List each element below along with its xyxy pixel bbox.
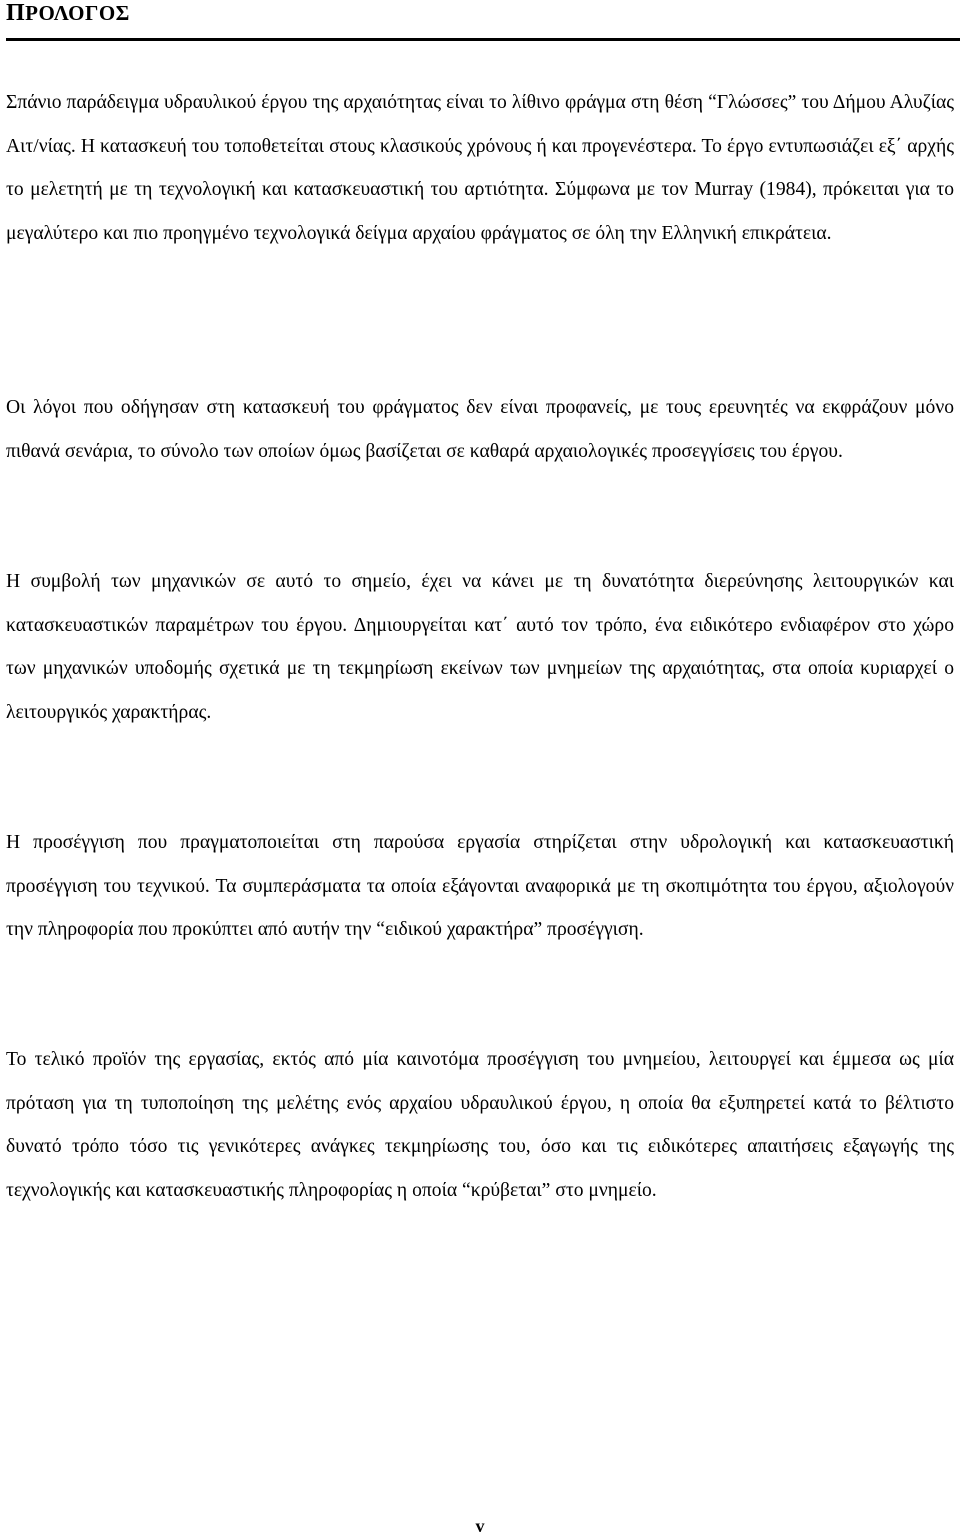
paragraph-approach: Η προσέγγιση που πραγματοποιείται στη παρούσα εργασία στηρίζεται στην υδρολογική και κατασκευαστική προσέγγιση του τεχνικού. Τα συμπεράσματα τα οποία εξάγονται αναφορικά με τη σκοπιμότητα του έργου, αξιολογούν την πληροφορία που προκύπτει από αυτήν την “ειδικού χαρακτήρα” προσέγγιση. [6, 832, 954, 941]
title-rule [6, 38, 960, 41]
paragraph-final-product: Το τελικό προϊόν της εργασίας, εκτός από μία καινοτόμα προσέγγιση του μνημείου, λειτουργεί και έμμεσα ως μία πρόταση για τη τυποποίηση της μελέτης ενός αρχαίου υδραυλικού έργου, η οποία θα εξυπηρετεί κατά το βέλτιστο δυνατό τρόπο τόσο τις γενικότερες ανάγκες τεκμηρίωσης του, όσο και τις ειδικότερες απαιτήσεις εξαγωγής της τεχνολογικής και κατασκευαστικής πληροφορίας η οποία “κρύβεται” στο μνημείο. [6, 1049, 954, 1201]
page-title-rest: ΡΟΛΟΓΟΣ [25, 1, 130, 25]
paragraph-construction-reasons: Οι λόγοι που οδήγησαν στη κατασκευή του φράγματος δεν είναι προφανείς, με τους ερευνητές να εκφράζουν μόνο πιθανά σενάρια, το σύνολο των οποίων όμως βασίζεται σε καθαρά αρχαιολογικές προσεγγίσεις του έργου. [6, 397, 954, 462]
paragraph-engineering-contribution: Η συμβολή των μηχανικών σε αυτό το σημείο, έχει να κάνει με τη δυνατότητα διερεύνησης λειτουργικών και κατασκευαστικών παραμέτρων του έργου. Δημιουργείται κατ΄ αυτό τον τρόπο, ένα ειδικότερο ενδιαφέρον στο χώρο των μηχανικών υποδομής σχετικά με τη τεκμηρίωση εκείνων των μνημείων της αρχαιότητας, στα οποία κυριαρχεί ο λειτουργικός χαρακτήρας. [6, 571, 954, 723]
paragraph-dam-introduction: Σπάνιο παράδειγμα υδραυλικού έργου της αρχαιότητας είναι το λίθινο φράγμα στη θέση “Γλώσσες” του Δήμου Αλυζίας Αιτ/νίας. Η κατασκευή του τοποθετείται στους κλασικούς χρόνους ή και προγενέστερα. Το έργο εντυπωσιάζει εξ΄ αρχής το μελετητή με τη τεχνολογική και κατασκευαστική του αρτιότητα. Σύμφωνα με τον Murray (1984), πρόκειται για το μεγαλύτερο και πιο προηγμένο τεχνολογικά δείγμα αρχαίου φράγματος σε όλη την Ελληνική επικράτεια. [6, 92, 954, 244]
page-number: v [475, 1516, 485, 1536]
page-title [6, 0, 130, 26]
page-title-initial: Π [6, 0, 26, 26]
